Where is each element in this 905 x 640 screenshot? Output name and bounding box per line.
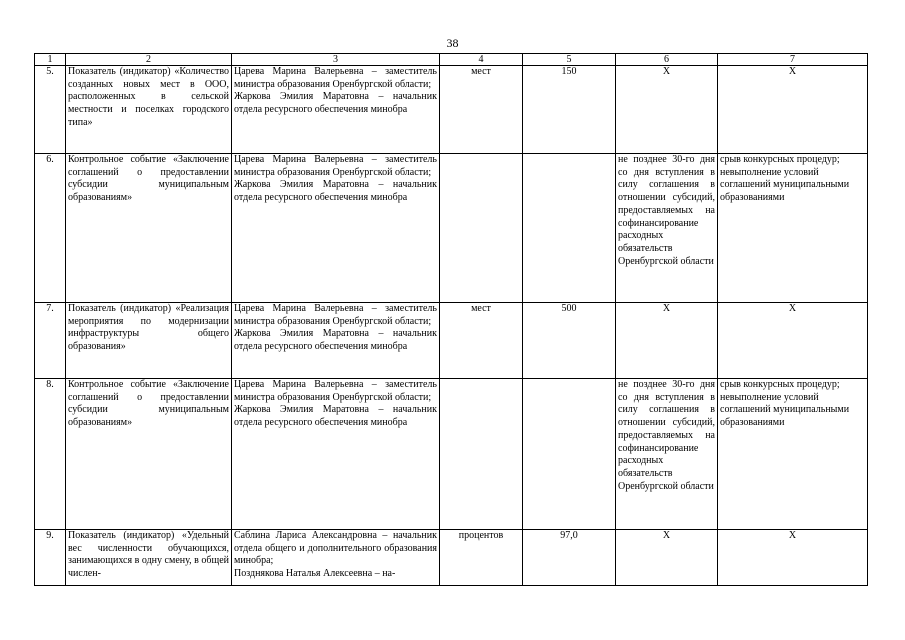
responsible-person: Саблина Лариса Александровна – начальник отдела общего и дополнительного образования минобра;: [234, 530, 437, 567]
indicator-name: Показатель (индикатор) «Реализация мероприятия по модернизации инфраструктуры общего образования»: [66, 303, 232, 379]
unit-cell: [440, 379, 523, 530]
responsible-person: Царева Марина Валерьевна – заместитель министра образования Оренбургской области;: [234, 379, 437, 403]
column-header: 4: [440, 54, 523, 66]
value-cell: [523, 379, 616, 530]
responsible-persons: [232, 379, 440, 530]
page-number: 38: [446, 36, 459, 50]
responsible-person: Царева Марина Валерьевна – заместитель министра образования Оренбургской области;: [234, 66, 437, 90]
value-cell: [523, 154, 616, 303]
deadline-cell: X: [616, 303, 718, 379]
risk-cell: срыв конкурсных процедур; невыполнение условий соглашений муниципальными образованиями: [718, 379, 868, 530]
unit-cell: мест: [440, 66, 523, 154]
indicator-name: Показатель (индикатор) «Количество созданных новых мест в ООО, расположенных в сельской местности и поселках городского типа»: [66, 66, 232, 154]
column-header: 6: [616, 54, 718, 66]
indicator-name: Контрольное событие «Заключение соглашений о предоставлении субсидии муниципальным образованиям»: [66, 154, 232, 303]
row-number: 8.: [35, 379, 66, 530]
table-row: [35, 66, 868, 154]
deadline-cell: не позднее 30-го дня со дня вступления в силу соглашения в отношении субсидий, предоставляемых на софинансирование расходных обязательств Оренбургской области: [616, 379, 718, 530]
column-header: 3: [232, 54, 440, 66]
column-header: 7: [718, 54, 868, 66]
unit-cell: процентов: [440, 530, 523, 586]
column-header: 1: [35, 54, 66, 66]
deadline-cell: не позднее 30-го дня со дня вступления в силу соглашения в отношении субсидий, предоставляемых на софинансирование расходных обязательств Оренбургской области: [616, 154, 718, 303]
indicator-name: Контрольное событие «Заключение соглашений о предоставлении субсидии муниципальным образованиям»: [66, 379, 232, 530]
responsible-person: Позднякова Наталья Алексеевна – на-: [234, 568, 396, 580]
value-cell: 500: [523, 303, 616, 379]
row-number: 6.: [35, 154, 66, 303]
table-row: [35, 530, 868, 586]
risk-cell: срыв конкурсных процедур; невыполнение условий соглашений муниципальными образованиями: [718, 154, 868, 303]
row-number: 7.: [35, 303, 66, 379]
responsible-person: Жаркова Эмилия Маратовна – начальник отдела ресурсного обеспечения минобра: [234, 404, 437, 429]
column-header: 2: [66, 54, 232, 66]
unit-cell: мест: [440, 303, 523, 379]
value-cell: 97,0: [523, 530, 616, 586]
risk-cell: X: [718, 530, 868, 586]
table-row: [35, 379, 868, 530]
risk-cell: X: [718, 303, 868, 379]
responsible-persons: [232, 303, 440, 379]
row-number: 5.: [35, 66, 66, 154]
risk-cell: X: [718, 66, 868, 154]
responsible-person: Жаркова Эмилия Маратовна – начальник отдела ресурсного обеспечения минобра: [234, 328, 437, 353]
responsible-person: Жаркова Эмилия Маратовна – начальник отдела ресурсного обеспечения минобра: [234, 179, 437, 204]
header-row: [35, 54, 868, 66]
unit-cell: [440, 154, 523, 303]
indicator-name: Показатель (индикатор) «Удельный вес численности обучающихся, занимающихся в одну смену, в общей числен-: [66, 530, 232, 586]
deadline-cell: X: [616, 66, 718, 154]
table-row: [35, 154, 868, 303]
responsible-persons: [232, 530, 440, 586]
responsible-person: Жаркова Эмилия Маратовна – начальник отдела ресурсного обеспечения минобра: [234, 91, 437, 116]
table-row: [35, 303, 868, 379]
data-table: [34, 53, 868, 586]
value-cell: 150: [523, 66, 616, 154]
deadline-cell: X: [616, 530, 718, 586]
responsible-person: Царева Марина Валерьевна – заместитель министра образования Оренбургской области;: [234, 154, 437, 178]
responsible-persons: [232, 154, 440, 303]
column-header: 5: [523, 54, 616, 66]
responsible-person: Царева Марина Валерьевна – заместитель министра образования Оренбургской области;: [234, 303, 437, 327]
row-number: 9.: [35, 530, 66, 586]
responsible-persons: [232, 66, 440, 154]
